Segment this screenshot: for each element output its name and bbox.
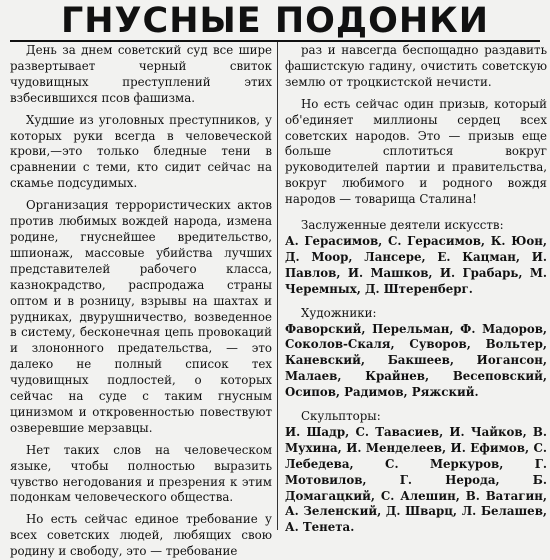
paragraph: раз и навсегда беспощадно раздавить фашистскую гадину, очистить советскую землю от троцкистской нечисти. [285,43,547,89]
signatories [285,218,547,536]
left-column [10,43,272,559]
paragraph: Но есть сейчас единое требование у всех советских людей, любящих свою родину и свободу, это — требование [10,512,272,559]
signatory-group [285,409,547,536]
signatory-names: А. Герасимов, С. Герасимов, К. Юон, Д. Моор, Лансере, Е. Кацман, И. Павлов, И. Машков, И. Грабарь, М. Черемных, Д. Штеренберг. [285,233,547,296]
column-divider [277,42,278,530]
right-column [285,43,547,535]
signatory-role: Художники: [301,305,377,320]
signatory-role: Скульпторы: [301,409,381,424]
signatory-group [285,306,547,401]
signatory-role: Заслуженные деятели искусств: [301,218,504,233]
signatory-group [285,218,547,298]
signatory-names: Фаворский, Перельман, Ф. Мадоров, Соколов-Скаля, Суворов, Вольтер, Каневский, Бакшеев, Иогансон, Малаев, Крайнев, Весеповский, Осипов, Радимов, Ряжский. [285,321,547,400]
headline-rule [10,40,540,42]
paragraph: Нет таких слов на человеческом языке, чтобы полностью выразить чувство негодования и презрения к этим подонкам человеческого общества. [10,442,272,505]
paragraph: День за днем советский суд все шире развертывает черный свиток чудовищных преступлений этих взбесившихся псов фашизма. [10,43,272,105]
signatory-names: И. Шадр, С. Тавасиев, И. Чайков, В. Мухина, И. Менделеев, И. Ефимов, С. Лебедева, С. Меркуров, Г. Мотовилов, Г. Нерода, Б. Домагацкий, С. Алешин, В. Ватагин, А. Зеленский, Д. Шварц, Л. Белашев, А. Тенета. [285,424,547,535]
paragraph: Худшие из уголовных преступников, у которых руки всегда в человеческой крови,—это только бледные тени в сравнении с теми, кто сидит сейчас на скамье подсудимых. [10,112,272,191]
headline: ГНУСНЫЕ ПОДОНКИ [60,1,490,41]
paragraph: Но есть сейчас один призыв, который об'единяет миллионы сердец всех советских народов. Это — призыв еще больше сплотиться вокруг руководителей партии и правительства, вокруг любимого и родного вождя народов — товарища Сталина! [285,96,547,207]
paragraph: Организация террористических актов против любимых вождей народа, измена родине, гнуснейшее вредительство, шпионаж, массовые убийства лучших представителей рабочего класса, казнокрадство, распродажа страны оптом и в розницу, взрывы на шахтах и рудниках, двурушничество, возведенное в систему, бесконечная цепь провокаций и злононного предательства, — это далеко не полный список тех чудовищных подлостей, о которых сейчас на суде с таким гнусным цинизмом и откровенностью повествуют озверевшие мерзавцы. [10,198,272,435]
